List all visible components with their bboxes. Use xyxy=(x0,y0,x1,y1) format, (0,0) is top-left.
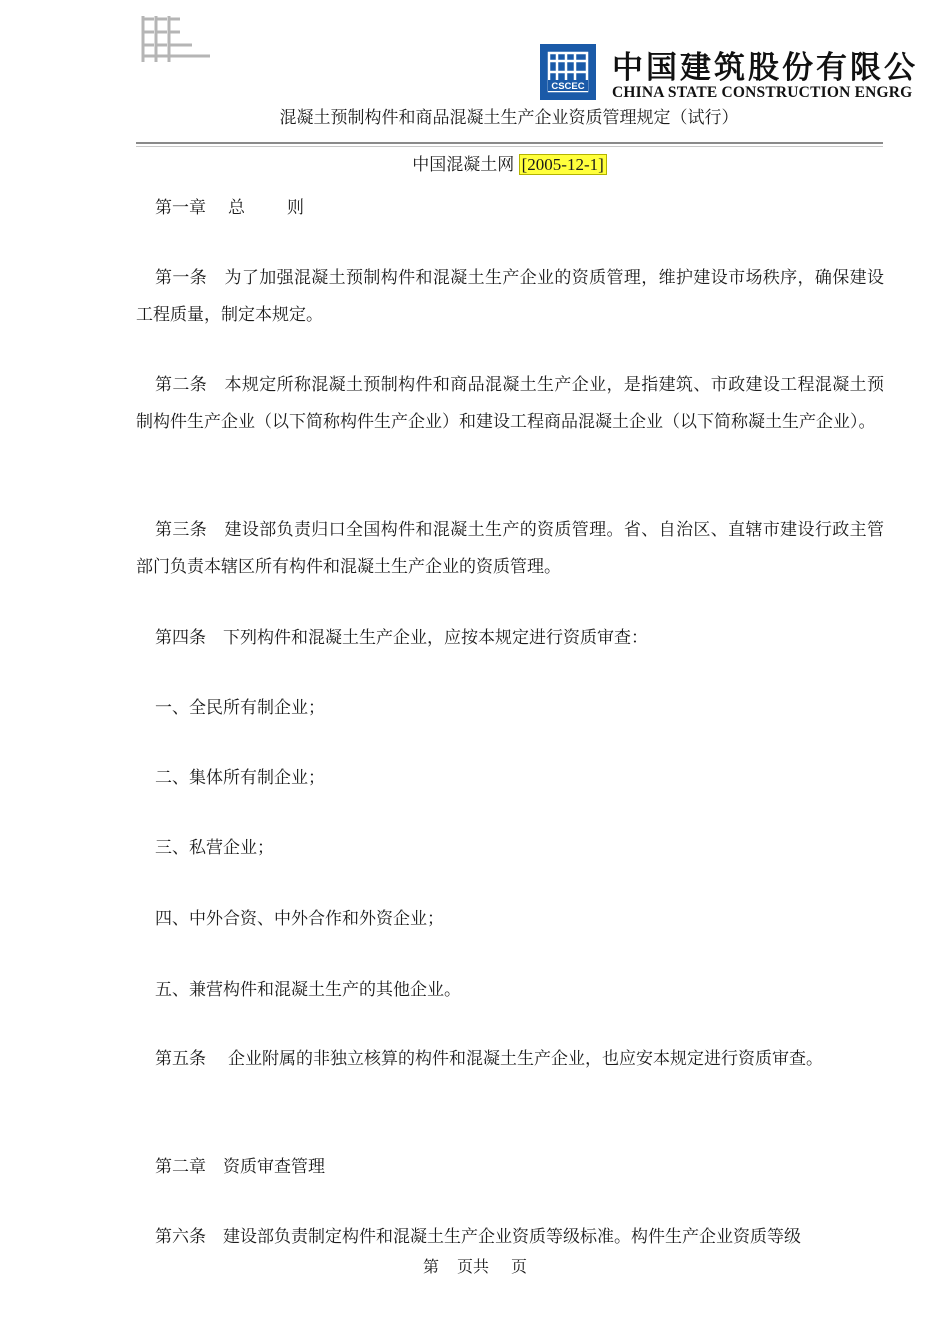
article-label: 第五条 xyxy=(155,1049,206,1069)
document-title: 混凝土预制构件和商品混凝土生产企业资质管理规定（试行） xyxy=(279,108,739,128)
chapter-heading xyxy=(136,190,884,227)
article-label: 第一条 xyxy=(155,268,208,288)
chapter-label: 第二章 xyxy=(155,1157,206,1177)
list-item: 二、集体所有制企业； xyxy=(155,768,325,788)
article xyxy=(136,1219,884,1256)
article xyxy=(136,367,884,441)
article-text: 下列构件和混凝土生产企业，应按本规定进行资质审查： xyxy=(223,628,648,648)
article-label: 第二条 xyxy=(155,375,208,395)
article-text: 为了加强混凝土预制构件和混凝土生产企业的资质管理，维护建设市场秩序，确保建设工程质量，制定本规定。 xyxy=(136,268,885,325)
article-label: 第四条 xyxy=(155,628,206,648)
article xyxy=(136,620,884,657)
cscec-logo xyxy=(540,44,596,100)
article xyxy=(136,1041,884,1078)
company-name-en: CHINA STATE CONSTRUCTION ENGRG xyxy=(612,84,913,101)
header-rule-thin xyxy=(136,146,883,147)
article-text: 建设部负责归口全国构件和混凝土生产的资质管理。省、自治区、直辖市建设行政主管部门负责本辖区所有构件和混凝土生产企业的资质管理。 xyxy=(136,520,885,577)
chapter-label: 第一章 xyxy=(155,198,206,218)
logo-text: CSCEC xyxy=(551,81,585,92)
list-item: 五、兼营构件和混凝土生产的其他企业。 xyxy=(155,980,461,1000)
article xyxy=(136,260,884,334)
chapter-heading xyxy=(136,1149,884,1186)
footer-part: 页共 xyxy=(456,1257,489,1276)
page-footer xyxy=(0,1254,950,1277)
footer-part: 页 xyxy=(511,1257,528,1276)
article-label: 第六条 xyxy=(155,1227,206,1247)
list-item: 一、全民所有制企业； xyxy=(155,698,325,718)
header-rule xyxy=(136,142,883,144)
list-item: 四、中外合资、中外合作和外资企业； xyxy=(155,909,444,929)
article-text: 建设部负责制定构件和混凝土生产企业资质等级标准。构件生产企业资质等级 xyxy=(223,1227,801,1247)
footer-part: 第 xyxy=(422,1257,439,1276)
publish-date: [2005-12-1] xyxy=(521,155,604,174)
article-text: 本规定所称混凝土预制构件和商品混凝土生产企业，是指建筑、市政建设工程混凝土预制构件生产企业（以下简称构件生产企业）和建设工程商品混凝土企业（以下简称凝土生产企业）。 xyxy=(136,375,885,432)
article-label: 第三条 xyxy=(155,520,208,540)
article xyxy=(136,512,884,586)
source-line xyxy=(136,150,882,175)
source-name: 中国混凝土网 xyxy=(412,155,515,175)
list-item: 三、私营企业； xyxy=(155,838,274,858)
article-text: 企业附属的非独立核算的构件和混凝土生产企业，也应安本规定进行资质审查。 xyxy=(228,1049,823,1069)
chapter-title-part: 则 xyxy=(287,198,304,218)
chapter-title: 资质审查管理 xyxy=(223,1157,325,1177)
company-name-cn: 中国建筑股份有限公 xyxy=(612,50,918,86)
corner-logo xyxy=(140,14,212,64)
chapter-title-part: 总 xyxy=(228,198,245,218)
